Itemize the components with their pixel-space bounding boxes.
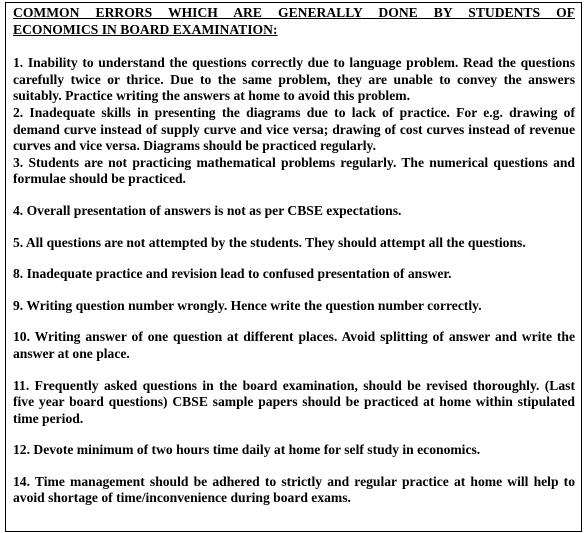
error-item-5: 5. All questions are not attempted by the students. They should attempt all the questions.	[13, 234, 526, 250]
error-item-1: 1. Inability to understand the questions correctly due to language problem. Read the questions carefully twice or thrice. Due to the same problem, they are unable to convey the answers suitably. Practice writing the answers at home to avoid this problem.	[13, 55, 575, 104]
error-item-10: 10. Writing answer of one question at different places. Avoid splitting of answer and write the answer at one place.	[13, 329, 575, 361]
error-item-11: 11. Frequently asked questions in the board examination, should be revised thoroughly. (Last five year board questions) CBSE sample papers should be practiced at home within stipulated time period.	[13, 377, 575, 426]
title-line-1: COMMON ERRORS WHICH ARE GENERALLY DONE BY STUDENTS OF	[13, 5, 575, 20]
error-item-3: 3. Students are not practicing mathematical problems regularly. The numerical questions and formulae should be practiced.	[13, 154, 575, 187]
error-item-12: 12. Devote minimum of two hours time daily at home for self study in economics.	[13, 442, 481, 458]
document-title	[13, 5, 575, 38]
error-item-9: 9. Writing question number wrongly. Hence write the question number correctly.	[13, 297, 482, 313]
title-line-2: ECONOMICS IN BOARD EXAMINATION	[13, 21, 273, 37]
error-item-4: 4. Overall presentation of answers is not as per CBSE expectations.	[13, 202, 402, 218]
error-item-14: 14. Time management should be adhered to strictly and regular practice at home will help to avoid shortage of time/inconvenience during board exams.	[13, 473, 575, 506]
error-item-8: 8. Inadequate practice and revision lead to confused presentation of answer.	[13, 266, 452, 282]
document-box	[5, 2, 582, 532]
error-item-2: 2. Inadequate skills in presenting the diagrams due to lack of practice. For e.g. drawing of demand curve instead of supply curve and vice versa; drawing of cost curves instead of revenue curves and vice versa. Diagrams should be practiced regularly.	[13, 104, 575, 154]
title-colon: :	[272, 21, 278, 37]
